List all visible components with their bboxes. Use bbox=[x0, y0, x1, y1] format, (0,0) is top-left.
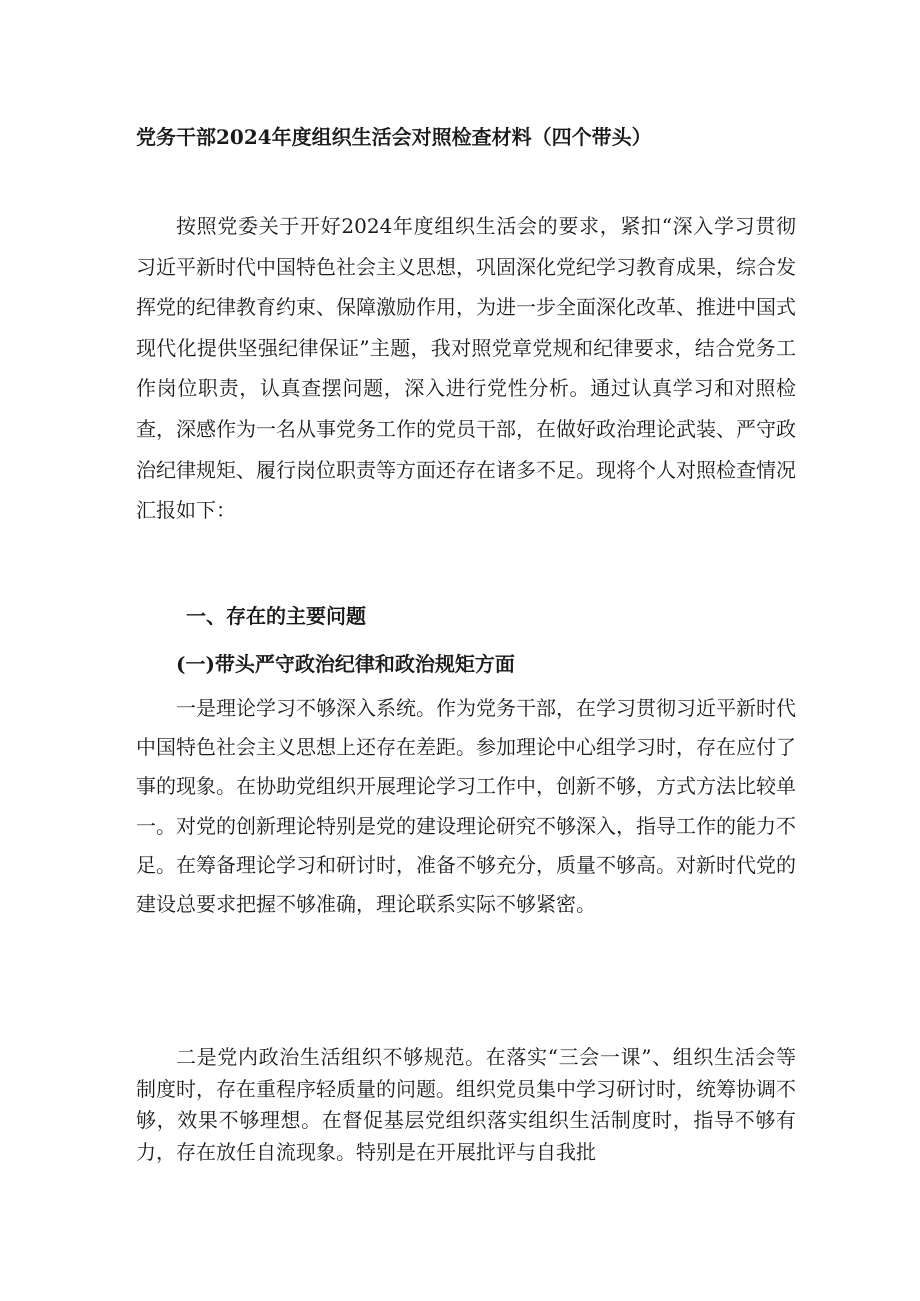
document-title: 党务干部2024年度组织生活会对照检查材料（四个带头） bbox=[136, 125, 652, 149]
subsection-heading: (一)带头严守政治纪律和政治规矩方面 bbox=[176, 652, 515, 676]
section-heading: 一、存在的主要问题 bbox=[186, 604, 366, 628]
body-paragraph-1: 一是理论学习不够深入系统。作为党务干部，在学习贯彻习近平新时代中国特色社会主义思想上还存在差距。参加理论中心组学习时，存在应付了事的现象。在协助党组织开展理论学习工作中，创新不够，方式方法比较单一。对党的创新理论特别是党的建设理论研究不够深入，指导工作的能力不足。在筹备理论学习和研讨时，准备不够充分，质量不够高。对新时代党的建设总要求把握不够准确，理论联系实际不够紧密。 bbox=[136, 696, 796, 917]
body-paragraph-2: 二是党内政治生活组织不够规范。在落实“三会一课”、组织生活会等制度时，存在重程序轻质量的问题。组织党员集中学习研讨时，统筹协调不够，效果不够理想。在督促基层党组织落实组织生活制度时，指导不够有力，存在放任自流现象。特别是在开展批评与自我批 bbox=[136, 1045, 796, 1164]
intro-paragraph: 按照党委关于开好2024年度组织生活会的要求，紧扣“深入学习贯彻习近平新时代中国特色社会主义思想，巩固深化党纪学习教育成果，综合发挥党的纪律教育约束、保障激励作用，为进一步全面深化改革、推进中国式现代化提供坚强纪律保证”主题，我对照党章党规和纪律要求，结合党务工作岗位职责，认真查摆问题，深入进行党性分析。通过认真学习和对照检查，深感作为一名从事党务工作的党员干部，在做好政治理论武装、严守政治纪律规矩、履行岗位职责等方面还存在诸多不足。现将个人对照检查情况汇报如下： bbox=[136, 214, 796, 523]
